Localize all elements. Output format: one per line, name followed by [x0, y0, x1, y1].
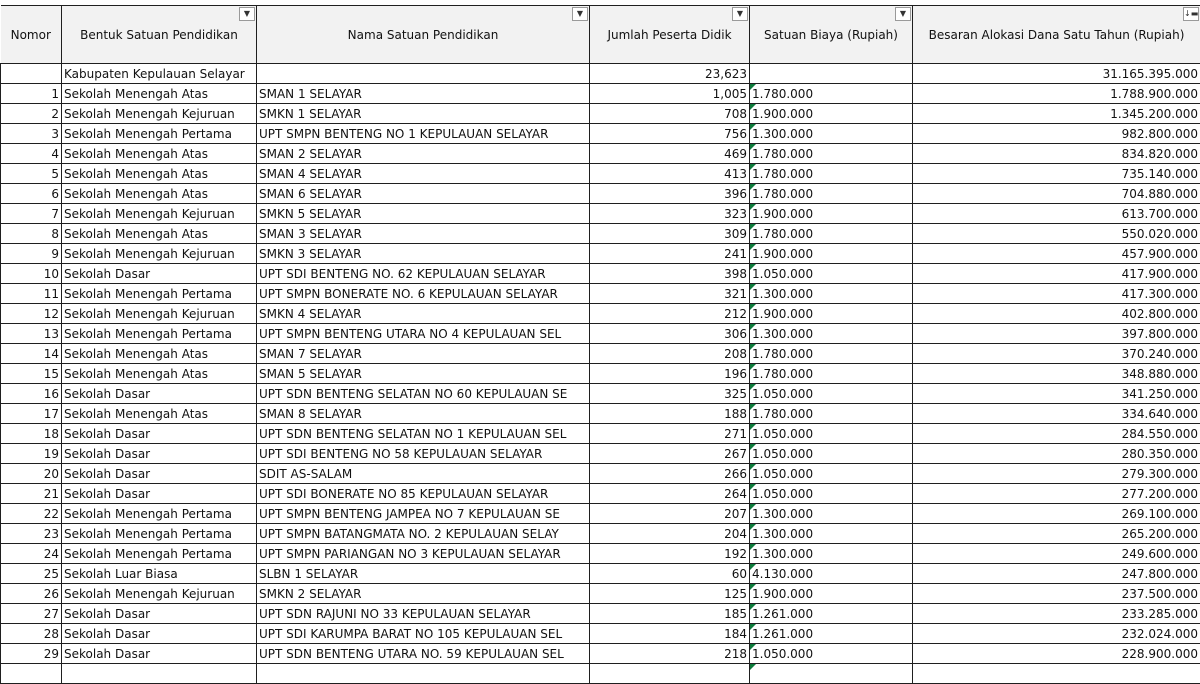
nomor-cell[interactable]: 17 — [1, 404, 62, 424]
besaran-cell[interactable]: 613.700.000 — [913, 204, 1200, 224]
summary-besaran-cell[interactable]: 31.165.395.000 — [913, 64, 1200, 84]
partial-cell[interactable] — [1, 664, 62, 684]
besaran-cell[interactable]: 233.285.000 — [913, 604, 1200, 624]
table-row-partial — [1, 664, 1200, 684]
table-row — [1, 504, 1200, 524]
partial-cell[interactable] — [590, 664, 750, 684]
bentuk-cell[interactable]: Sekolah Luar Biasa — [62, 564, 257, 584]
table-row — [1, 344, 1200, 364]
spreadsheet-table — [0, 5, 1200, 684]
nomor-cell[interactable]: 20 — [1, 464, 62, 484]
partial-cell[interactable] — [62, 664, 257, 684]
nama-cell[interactable]: UPT SMPN PARIANGAN NO 3 KEPULAUAN SELAYAR — [257, 544, 590, 564]
besaran-cell[interactable]: 704.880.000 — [913, 184, 1200, 204]
nomor-cell[interactable]: 7 — [1, 204, 62, 224]
bentuk-cell[interactable]: Sekolah Dasar — [62, 604, 257, 624]
satuan-cell[interactable]: 1.300.000 — [750, 504, 913, 524]
jumlah-cell[interactable]: 196 — [590, 364, 750, 384]
header-row — [1, 6, 1200, 64]
jumlah-cell[interactable]: 264 — [590, 484, 750, 504]
nama-cell[interactable]: SMKN 1 SELAYAR — [257, 104, 590, 124]
table-row — [1, 264, 1200, 284]
jumlah-cell[interactable]: 212 — [590, 304, 750, 324]
header-nama-label: Nama Satuan Pendidikan — [348, 28, 499, 42]
header-jumlah[interactable] — [590, 6, 750, 64]
besaran-cell[interactable]: 417.900.000 — [913, 264, 1200, 284]
table-row — [1, 224, 1200, 244]
besaran-cell[interactable]: 397.800.000 — [913, 324, 1200, 344]
nomor-cell[interactable]: 6 — [1, 184, 62, 204]
besaran-cell[interactable]: 284.550.000 — [913, 424, 1200, 444]
table-row — [1, 124, 1200, 144]
dropdown-arrow-icon[interactable]: ▼ — [895, 7, 911, 21]
header-satuan[interactable] — [750, 6, 913, 64]
jumlah-cell[interactable]: 204 — [590, 524, 750, 544]
table-row — [1, 444, 1200, 464]
nama-cell[interactable]: UPT SDI KARUMPA BARAT NO 105 KEPULAUAN SEL — [257, 624, 590, 644]
besaran-cell[interactable]: 402.800.000 — [913, 304, 1200, 324]
summary-row — [1, 64, 1200, 84]
nomor-cell[interactable]: 15 — [1, 364, 62, 384]
jumlah-cell[interactable]: 267 — [590, 444, 750, 464]
satuan-cell[interactable]: 1.780.000 — [750, 144, 913, 164]
nomor-cell[interactable]: 14 — [1, 344, 62, 364]
bentuk-cell[interactable]: Sekolah Dasar — [62, 424, 257, 444]
bentuk-cell[interactable]: Sekolah Menengah Kejuruan — [62, 244, 257, 264]
nomor-cell[interactable]: 29 — [1, 644, 62, 664]
satuan-cell[interactable]: 1.900.000 — [750, 304, 913, 324]
nomor-cell[interactable]: 24 — [1, 544, 62, 564]
jumlah-cell[interactable]: 396 — [590, 184, 750, 204]
jumlah-cell[interactable]: 309 — [590, 224, 750, 244]
dropdown-arrow-icon[interactable]: ▼ — [239, 7, 255, 21]
nama-cell[interactable]: UPT SDN BENTENG SELATAN NO 60 KEPULAUAN SE — [257, 384, 590, 404]
partial-cell[interactable] — [257, 664, 590, 684]
bentuk-cell[interactable]: Sekolah Menengah Atas — [62, 84, 257, 104]
bentuk-cell[interactable]: Sekolah Menengah Atas — [62, 164, 257, 184]
table-row — [1, 464, 1200, 484]
nama-cell[interactable]: UPT SDN BENTENG SELATAN NO 1 KEPULAUAN SEL — [257, 424, 590, 444]
satuan-cell[interactable]: 1.780.000 — [750, 404, 913, 424]
bentuk-cell[interactable]: Sekolah Dasar — [62, 484, 257, 504]
table-row — [1, 184, 1200, 204]
bentuk-cell[interactable]: Sekolah Menengah Pertama — [62, 504, 257, 524]
satuan-cell[interactable]: 1.780.000 — [750, 184, 913, 204]
bentuk-cell[interactable]: Sekolah Menengah Pertama — [62, 544, 257, 564]
nama-cell[interactable]: UPT SMPN BONERATE NO. 6 KEPULAUAN SELAYAR — [257, 284, 590, 304]
jumlah-cell[interactable]: 241 — [590, 244, 750, 264]
header-besaran[interactable] — [913, 6, 1200, 64]
satuan-cell[interactable]: 1.050.000 — [750, 484, 913, 504]
bentuk-cell[interactable]: Sekolah Menengah Pertama — [62, 524, 257, 544]
satuan-cell[interactable]: 1.050.000 — [750, 444, 913, 464]
header-bentuk[interactable] — [62, 6, 257, 64]
nomor-cell[interactable]: 2 — [1, 104, 62, 124]
bentuk-cell[interactable]: Sekolah Dasar — [62, 444, 257, 464]
header-nomor-label: Nomor — [11, 28, 51, 42]
satuan-cell[interactable]: 1.300.000 — [750, 124, 913, 144]
nomor-cell[interactable]: 19 — [1, 444, 62, 464]
header-bentuk-label: Bentuk Satuan Pendidikan — [80, 28, 238, 42]
satuan-cell[interactable]: 1.300.000 — [750, 324, 913, 344]
nama-cell[interactable]: SMAN 1 SELAYAR — [257, 84, 590, 104]
header-nama[interactable] — [257, 6, 590, 64]
header-jumlah-label: Jumlah Peserta Didik — [607, 28, 731, 42]
nomor-cell[interactable]: 27 — [1, 604, 62, 624]
satuan-cell[interactable]: 1.050.000 — [750, 644, 913, 664]
satuan-cell[interactable]: 1.900.000 — [750, 244, 913, 264]
jumlah-cell[interactable]: 185 — [590, 604, 750, 624]
nama-cell[interactable]: SDIT AS-SALAM — [257, 464, 590, 484]
satuan-cell[interactable]: 1.050.000 — [750, 424, 913, 444]
besaran-cell[interactable]: 232.024.000 — [913, 624, 1200, 644]
nomor-cell[interactable]: 12 — [1, 304, 62, 324]
dropdown-arrow-icon[interactable]: ▼ — [732, 7, 748, 21]
nama-cell[interactable]: SMKN 5 SELAYAR — [257, 204, 590, 224]
besaran-cell[interactable]: 247.800.000 — [913, 564, 1200, 584]
jumlah-cell[interactable]: 188 — [590, 404, 750, 424]
table-row — [1, 164, 1200, 184]
table-row — [1, 604, 1200, 624]
nomor-cell[interactable]: 23 — [1, 524, 62, 544]
satuan-cell[interactable]: 1.780.000 — [750, 164, 913, 184]
nomor-cell[interactable]: 21 — [1, 484, 62, 504]
nama-cell[interactable]: SLBN 1 SELAYAR — [257, 564, 590, 584]
bentuk-cell[interactable]: Sekolah Menengah Kejuruan — [62, 104, 257, 124]
satuan-cell[interactable]: 1.050.000 — [750, 264, 913, 284]
nomor-cell[interactable]: 28 — [1, 624, 62, 644]
bentuk-cell[interactable]: Sekolah Menengah Kejuruan — [62, 584, 257, 604]
satuan-cell[interactable]: 1.050.000 — [750, 464, 913, 484]
besaran-cell[interactable]: 269.100.000 — [913, 504, 1200, 524]
bentuk-cell[interactable]: Sekolah Menengah Kejuruan — [62, 204, 257, 224]
jumlah-cell[interactable]: 323 — [590, 204, 750, 224]
table-row — [1, 424, 1200, 444]
nomor-cell[interactable]: 11 — [1, 284, 62, 304]
satuan-cell[interactable]: 1.300.000 — [750, 284, 913, 304]
header-besaran-label: Besaran Alokasi Dana Satu Tahun (Rupiah) — [929, 28, 1185, 42]
table-row — [1, 524, 1200, 544]
nama-cell[interactable]: UPT SMPN BENTENG JAMPEA NO 7 KEPULAUAN SE — [257, 504, 590, 524]
summary-bentuk-cell[interactable]: Kabupaten Kepulauan Selayar — [62, 64, 257, 84]
satuan-cell[interactable]: 1.300.000 — [750, 544, 913, 564]
satuan-cell[interactable]: 4.130.000 — [750, 564, 913, 584]
nama-cell[interactable]: SMKN 2 SELAYAR — [257, 584, 590, 604]
table-row — [1, 304, 1200, 324]
header-satuan-label: Satuan Biaya (Rupiah) — [764, 28, 898, 42]
bentuk-cell[interactable]: Sekolah Dasar — [62, 384, 257, 404]
besaran-cell[interactable]: 1.345.200.000 — [913, 104, 1200, 124]
header-nomor[interactable] — [1, 6, 62, 64]
besaran-cell[interactable]: 249.600.000 — [913, 544, 1200, 564]
satuan-cell[interactable]: 1.900.000 — [750, 204, 913, 224]
satuan-cell[interactable]: 1.900.000 — [750, 584, 913, 604]
besaran-cell[interactable]: 417.300.000 — [913, 284, 1200, 304]
nama-cell[interactable]: SMAN 2 SELAYAR — [257, 144, 590, 164]
table-row — [1, 564, 1200, 584]
besaran-cell[interactable]: 348.880.000 — [913, 364, 1200, 384]
bentuk-cell[interactable]: Sekolah Menengah Atas — [62, 404, 257, 424]
table-row — [1, 324, 1200, 344]
jumlah-cell[interactable]: 184 — [590, 624, 750, 644]
jumlah-cell[interactable]: 266 — [590, 464, 750, 484]
table-body — [1, 64, 1200, 684]
table-row — [1, 544, 1200, 564]
bentuk-cell[interactable]: Sekolah Menengah Pertama — [62, 124, 257, 144]
bentuk-cell[interactable]: Sekolah Menengah Atas — [62, 184, 257, 204]
jumlah-cell[interactable]: 321 — [590, 284, 750, 304]
jumlah-cell[interactable]: 192 — [590, 544, 750, 564]
satuan-cell[interactable]: 1.261.000 — [750, 604, 913, 624]
bentuk-cell[interactable]: Sekolah Menengah Atas — [62, 224, 257, 244]
besaran-cell[interactable]: 228.900.000 — [913, 644, 1200, 664]
nama-cell[interactable]: SMAN 3 SELAYAR — [257, 224, 590, 244]
besaran-cell[interactable]: 982.800.000 — [913, 124, 1200, 144]
jumlah-cell[interactable]: 756 — [590, 124, 750, 144]
nama-cell[interactable]: UPT SDN RAJUNI NO 33 KEPULAUAN SELAYAR — [257, 604, 590, 624]
nomor-cell[interactable]: 8 — [1, 224, 62, 244]
dropdown-arrow-icon[interactable]: ▼ — [572, 7, 588, 21]
nama-cell[interactable]: SMAN 4 SELAYAR — [257, 164, 590, 184]
nomor-cell[interactable]: 1 — [1, 84, 62, 104]
besaran-cell[interactable]: 341.250.000 — [913, 384, 1200, 404]
jumlah-cell[interactable]: 469 — [590, 144, 750, 164]
jumlah-cell[interactable]: 207 — [590, 504, 750, 524]
nomor-cell[interactable]: 22 — [1, 504, 62, 524]
partial-cell[interactable] — [913, 664, 1200, 684]
jumlah-cell[interactable]: 218 — [590, 644, 750, 664]
bentuk-cell[interactable]: Sekolah Menengah Pertama — [62, 284, 257, 304]
nama-cell[interactable]: UPT SDI BONERATE NO 85 KEPULAUAN SELAYAR — [257, 484, 590, 504]
jumlah-cell[interactable]: 398 — [590, 264, 750, 284]
jumlah-cell[interactable]: 271 — [590, 424, 750, 444]
bentuk-cell[interactable]: Sekolah Menengah Atas — [62, 364, 257, 384]
bentuk-cell[interactable]: Sekolah Dasar — [62, 264, 257, 284]
besaran-cell[interactable]: 1.788.900.000 — [913, 84, 1200, 104]
summary-jumlah-cell[interactable]: 23,623 — [590, 64, 750, 84]
nama-cell[interactable]: UPT SMPN BATANGMATA NO. 2 KEPULAUAN SELAY — [257, 524, 590, 544]
summary-satuan-cell[interactable] — [750, 64, 913, 84]
bentuk-cell[interactable]: Sekolah Menengah Atas — [62, 144, 257, 164]
nama-cell[interactable]: SMAN 8 SELAYAR — [257, 404, 590, 424]
nama-cell[interactable]: UPT SMPN BENTENG UTARA NO 4 KEPULAUAN SEL — [257, 324, 590, 344]
nama-cell[interactable]: UPT SDN BENTENG UTARA NO. 59 KEPULAUAN SEL — [257, 644, 590, 664]
table-row — [1, 624, 1200, 644]
table-row — [1, 244, 1200, 264]
satuan-cell[interactable]: 1.300.000 — [750, 524, 913, 544]
jumlah-cell[interactable]: 708 — [590, 104, 750, 124]
besaran-cell[interactable]: 334.640.000 — [913, 404, 1200, 424]
nama-cell[interactable]: SMAN 6 SELAYAR — [257, 184, 590, 204]
satuan-cell[interactable]: 1.780.000 — [750, 224, 913, 244]
table-row — [1, 644, 1200, 664]
nama-cell[interactable]: UPT SDI BENTENG NO. 62 KEPULAUAN SELAYAR — [257, 264, 590, 284]
nama-cell[interactable]: SMKN 4 SELAYAR — [257, 304, 590, 324]
satuan-cell[interactable]: 1.050.000 — [750, 384, 913, 404]
nomor-cell[interactable]: 18 — [1, 424, 62, 444]
nomor-cell[interactable]: 25 — [1, 564, 62, 584]
jumlah-cell[interactable]: 60 — [590, 564, 750, 584]
summary-nama-cell[interactable] — [257, 64, 590, 84]
partial-cell[interactable] — [750, 664, 913, 684]
bentuk-cell[interactable]: Sekolah Menengah Pertama — [62, 324, 257, 344]
besaran-cell[interactable]: 735.140.000 — [913, 164, 1200, 184]
jumlah-cell[interactable]: 325 — [590, 384, 750, 404]
nomor-cell[interactable]: 3 — [1, 124, 62, 144]
satuan-cell[interactable]: 1.900.000 — [750, 104, 913, 124]
satuan-cell[interactable]: 1.780.000 — [750, 344, 913, 364]
jumlah-cell[interactable]: 1,005 — [590, 84, 750, 104]
table-row — [1, 84, 1200, 104]
table-row — [1, 364, 1200, 384]
jumlah-cell[interactable]: 208 — [590, 344, 750, 364]
bentuk-cell[interactable]: Sekolah Dasar — [62, 624, 257, 644]
jumlah-cell[interactable]: 413 — [590, 164, 750, 184]
table-row — [1, 404, 1200, 424]
besaran-cell[interactable]: 457.900.000 — [913, 244, 1200, 264]
bentuk-cell[interactable]: Sekolah Menengah Kejuruan — [62, 304, 257, 324]
nomor-cell[interactable]: 13 — [1, 324, 62, 344]
table-row — [1, 384, 1200, 404]
besaran-cell[interactable]: 834.820.000 — [913, 144, 1200, 164]
nomor-cell[interactable]: 16 — [1, 384, 62, 404]
besaran-cell[interactable]: 550.020.000 — [913, 224, 1200, 244]
table-row — [1, 144, 1200, 164]
nama-cell[interactable]: UPT SMPN BENTENG NO 1 KEPULAUAN SELAYAR — [257, 124, 590, 144]
nama-cell[interactable]: SMAN 7 SELAYAR — [257, 344, 590, 364]
table-row — [1, 104, 1200, 124]
nomor-cell[interactable]: 5 — [1, 164, 62, 184]
bentuk-cell[interactable]: Sekolah Dasar — [62, 644, 257, 664]
table-row — [1, 284, 1200, 304]
table-row — [1, 584, 1200, 604]
summary-nomor-cell[interactable] — [1, 64, 62, 84]
satuan-cell[interactable]: 1.780.000 — [750, 84, 913, 104]
bentuk-cell[interactable]: Sekolah Dasar — [62, 464, 257, 484]
table-row — [1, 204, 1200, 224]
nomor-cell[interactable]: 10 — [1, 264, 62, 284]
besaran-cell[interactable]: 277.200.000 — [913, 484, 1200, 504]
besaran-cell[interactable]: 237.500.000 — [913, 584, 1200, 604]
sort-filter-icon[interactable]: ↓▬ — [1183, 7, 1199, 21]
table-row — [1, 484, 1200, 504]
besaran-cell[interactable]: 280.350.000 — [913, 444, 1200, 464]
nomor-cell[interactable]: 9 — [1, 244, 62, 264]
satuan-cell[interactable]: 1.780.000 — [750, 364, 913, 384]
bentuk-cell[interactable]: Sekolah Menengah Atas — [62, 344, 257, 364]
besaran-cell[interactable]: 279.300.000 — [913, 464, 1200, 484]
nama-cell[interactable]: SMAN 5 SELAYAR — [257, 364, 590, 384]
besaran-cell[interactable]: 265.200.000 — [913, 524, 1200, 544]
besaran-cell[interactable]: 370.240.000 — [913, 344, 1200, 364]
nama-cell[interactable]: UPT SDI BENTENG NO 58 KEPULAUAN SELAYAR — [257, 444, 590, 464]
satuan-cell[interactable]: 1.261.000 — [750, 624, 913, 644]
nomor-cell[interactable]: 4 — [1, 144, 62, 164]
jumlah-cell[interactable]: 306 — [590, 324, 750, 344]
nomor-cell[interactable]: 26 — [1, 584, 62, 604]
nama-cell[interactable]: SMKN 3 SELAYAR — [257, 244, 590, 264]
jumlah-cell[interactable]: 125 — [590, 584, 750, 604]
